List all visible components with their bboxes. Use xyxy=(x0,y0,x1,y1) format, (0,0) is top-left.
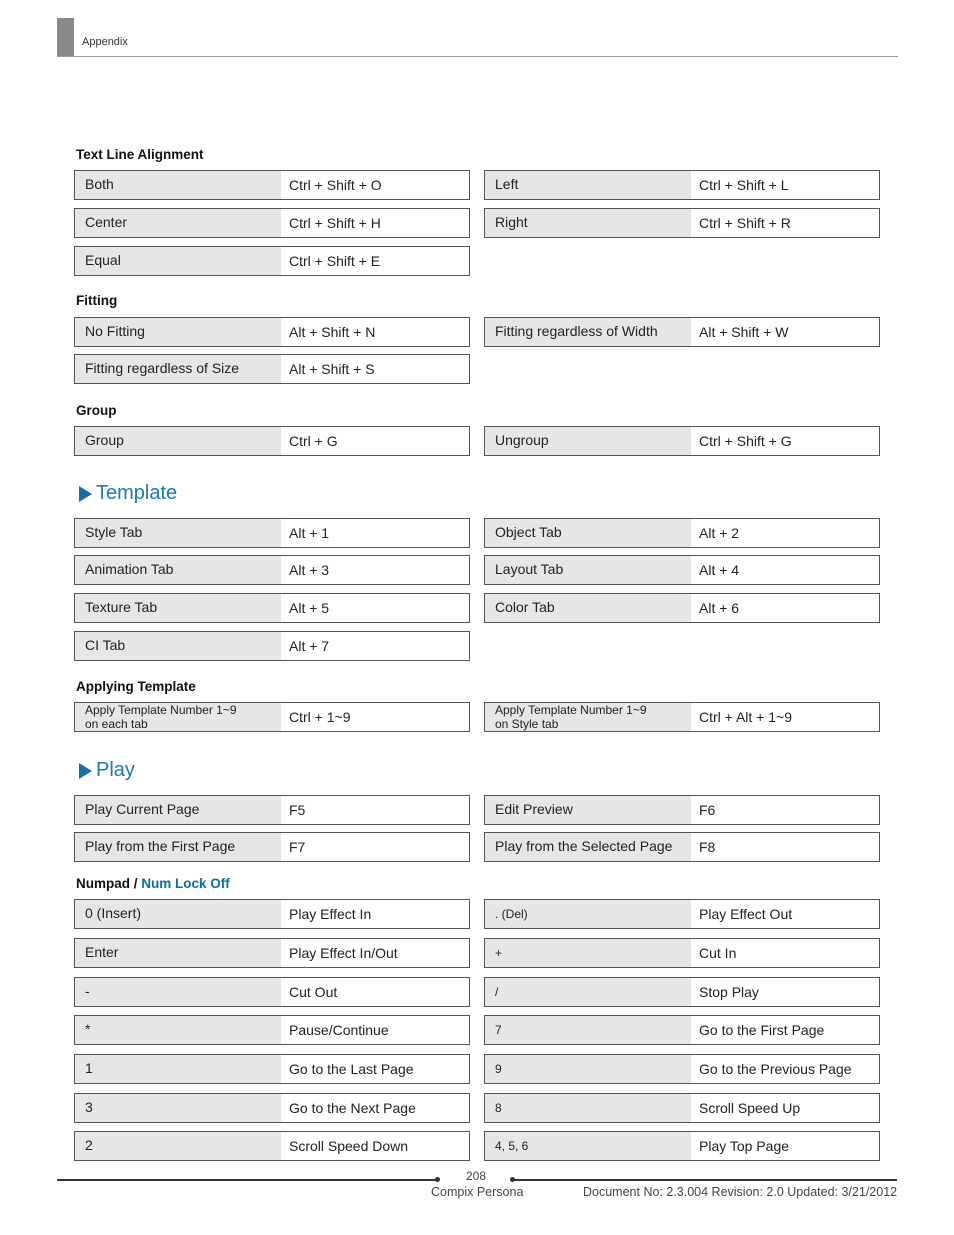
key-label: 8 xyxy=(485,1094,691,1122)
command-label: Play from the First Page xyxy=(75,833,281,861)
shortcut-row xyxy=(484,1054,880,1084)
command-label: Right xyxy=(485,209,691,237)
shortcut-row xyxy=(74,631,470,661)
key-label: . (Del) xyxy=(485,900,691,928)
shortcut-row xyxy=(74,1015,470,1045)
shortcut-row xyxy=(484,832,880,862)
shortcut-keys: Alt + 7 xyxy=(281,632,469,660)
shortcut-keys: Ctrl + Shift + R xyxy=(691,209,879,237)
shortcut-row xyxy=(484,518,880,548)
shortcut-row xyxy=(74,977,470,1007)
command-label: Fitting regardless of Width xyxy=(485,318,691,346)
shortcut-keys: Ctrl + Shift + G xyxy=(691,427,879,455)
command-label: Color Tab xyxy=(485,594,691,622)
action-label: Go to the Previous Page xyxy=(691,1055,879,1083)
shortcut-row xyxy=(74,317,470,347)
footer-document-info: Document No: 2.3.004 Revision: 2.0 Updated: 3/21/2012 xyxy=(583,1185,898,1199)
num-lock-off-label: Num Lock Off xyxy=(141,876,230,891)
section-title-applying-template: Applying Template xyxy=(76,679,196,694)
shortcut-row xyxy=(484,899,880,929)
action-label: Stop Play xyxy=(691,978,879,1006)
command-label: Equal xyxy=(75,247,281,275)
key-label: 3 xyxy=(75,1094,281,1122)
shortcut-row xyxy=(484,795,880,825)
action-label: Play Effect Out xyxy=(691,900,879,928)
shortcut-keys: Ctrl + Shift + E xyxy=(281,247,469,275)
shortcut-row xyxy=(74,555,470,585)
key-label: 1 xyxy=(75,1055,281,1083)
page-number: 208 xyxy=(466,1169,487,1183)
section-title-text-line-alignment: Text Line Alignment xyxy=(76,147,204,162)
command-label: Ungroup xyxy=(485,427,691,455)
shortcut-keys: Alt + Shift + W xyxy=(691,318,879,346)
shortcut-keys: Alt + 4 xyxy=(691,556,879,584)
footer-rule-right xyxy=(513,1179,897,1181)
command-label xyxy=(75,703,281,731)
shortcut-row xyxy=(74,170,470,200)
action-label: Play Effect In/Out xyxy=(281,939,469,967)
command-label: Object Tab xyxy=(485,519,691,547)
header-section-title: Appendix xyxy=(82,36,128,48)
shortcut-row xyxy=(484,208,880,238)
shortcut-keys: F7 xyxy=(281,833,469,861)
shortcut-row xyxy=(484,977,880,1007)
shortcut-row xyxy=(74,795,470,825)
shortcut-row xyxy=(74,246,470,276)
key-label: * xyxy=(75,1016,281,1044)
triangle-bullet-icon xyxy=(79,763,92,779)
shortcut-row xyxy=(484,426,880,456)
action-label: Cut In xyxy=(691,939,879,967)
triangle-bullet-icon xyxy=(79,486,92,502)
action-label: Play Effect In xyxy=(281,900,469,928)
shortcut-keys: Ctrl + G xyxy=(281,427,469,455)
shortcut-keys: Ctrl + Shift + O xyxy=(281,171,469,199)
shortcut-row xyxy=(74,354,470,384)
shortcut-keys: Alt + 1 xyxy=(281,519,469,547)
key-label: + xyxy=(485,939,691,967)
shortcut-keys: Ctrl + Shift + L xyxy=(691,171,879,199)
command-label: Layout Tab xyxy=(485,556,691,584)
shortcut-row xyxy=(484,555,880,585)
shortcut-row xyxy=(74,702,470,732)
command-label: No Fitting xyxy=(75,318,281,346)
key-label: / xyxy=(485,978,691,1006)
key-label: 0 (Insert) xyxy=(75,900,281,928)
action-label: Go to the First Page xyxy=(691,1016,879,1044)
section-title-numpad xyxy=(76,876,230,891)
header-divider xyxy=(57,56,898,57)
shortcut-row xyxy=(74,593,470,623)
action-label: Cut Out xyxy=(281,978,469,1006)
shortcut-keys: Alt + 5 xyxy=(281,594,469,622)
heading-play-text: Play xyxy=(96,759,135,781)
action-label: Go to the Last Page xyxy=(281,1055,469,1083)
command-label: Style Tab xyxy=(75,519,281,547)
shortcut-row xyxy=(484,702,880,732)
shortcut-keys: Ctrl + Shift + H xyxy=(281,209,469,237)
section-title-fitting: Fitting xyxy=(76,293,118,308)
heading-template-text: Template xyxy=(96,482,178,504)
footer-product-name: Compix Persona xyxy=(431,1185,524,1199)
command-label-line-2: on Style tab xyxy=(495,717,559,731)
command-label xyxy=(485,703,691,731)
shortcut-row xyxy=(74,938,470,968)
key-label: Enter xyxy=(75,939,281,967)
shortcut-row xyxy=(484,938,880,968)
key-label: 2 xyxy=(75,1132,281,1160)
shortcut-row xyxy=(74,1093,470,1123)
command-label: CI Tab xyxy=(75,632,281,660)
shortcut-row xyxy=(74,1131,470,1161)
command-label-line-2: on each tab xyxy=(85,717,148,731)
shortcut-row xyxy=(74,426,470,456)
action-label: Scroll Speed Up xyxy=(691,1094,879,1122)
command-label: Group xyxy=(75,427,281,455)
shortcut-row xyxy=(484,1131,880,1161)
section-title-group: Group xyxy=(76,403,117,418)
shortcut-row xyxy=(74,1054,470,1084)
command-label: Animation Tab xyxy=(75,556,281,584)
shortcut-row xyxy=(484,1093,880,1123)
shortcut-row xyxy=(484,170,880,200)
shortcut-keys: Alt + 2 xyxy=(691,519,879,547)
shortcut-row xyxy=(74,208,470,238)
footer-rule-left xyxy=(57,1179,437,1181)
shortcut-keys: F8 xyxy=(691,833,879,861)
shortcut-row xyxy=(74,899,470,929)
shortcut-keys: Alt + Shift + N xyxy=(281,318,469,346)
shortcut-keys: F5 xyxy=(281,796,469,824)
action-label: Pause/Continue xyxy=(281,1016,469,1044)
numpad-title: Numpad xyxy=(76,876,130,891)
command-label: Fitting regardless of Size xyxy=(75,355,281,383)
shortcut-keys: Ctrl + Alt + 1~9 xyxy=(691,703,879,731)
command-label-line-1: Apply Template Number 1~9 xyxy=(85,703,237,717)
footer-dot-left xyxy=(435,1177,440,1182)
shortcut-keys: Ctrl + 1~9 xyxy=(281,703,469,731)
heading-template xyxy=(79,482,177,505)
shortcut-keys: F6 xyxy=(691,796,879,824)
shortcut-row xyxy=(484,1015,880,1045)
command-label: Center xyxy=(75,209,281,237)
command-label: Play Current Page xyxy=(75,796,281,824)
command-label: Edit Preview xyxy=(485,796,691,824)
shortcut-row xyxy=(484,593,880,623)
numpad-title-separator: / xyxy=(130,876,142,891)
shortcut-row xyxy=(484,317,880,347)
action-label: Scroll Speed Down xyxy=(281,1132,469,1160)
command-label: Texture Tab xyxy=(75,594,281,622)
shortcut-row xyxy=(74,832,470,862)
key-label: - xyxy=(75,978,281,1006)
action-label: Play Top Page xyxy=(691,1132,879,1160)
command-label: Left xyxy=(485,171,691,199)
command-label: Play from the Selected Page xyxy=(485,833,691,861)
shortcut-keys: Alt + Shift + S xyxy=(281,355,469,383)
key-label: 7 xyxy=(485,1016,691,1044)
header-tab-marker xyxy=(57,18,74,57)
key-label: 9 xyxy=(485,1055,691,1083)
command-label: Both xyxy=(75,171,281,199)
shortcut-keys: Alt + 6 xyxy=(691,594,879,622)
key-label: 4, 5, 6 xyxy=(485,1132,691,1160)
action-label: Go to the Next Page xyxy=(281,1094,469,1122)
heading-play xyxy=(79,759,135,782)
shortcut-keys: Alt + 3 xyxy=(281,556,469,584)
command-label-line-1: Apply Template Number 1~9 xyxy=(495,703,647,717)
shortcut-row xyxy=(74,518,470,548)
